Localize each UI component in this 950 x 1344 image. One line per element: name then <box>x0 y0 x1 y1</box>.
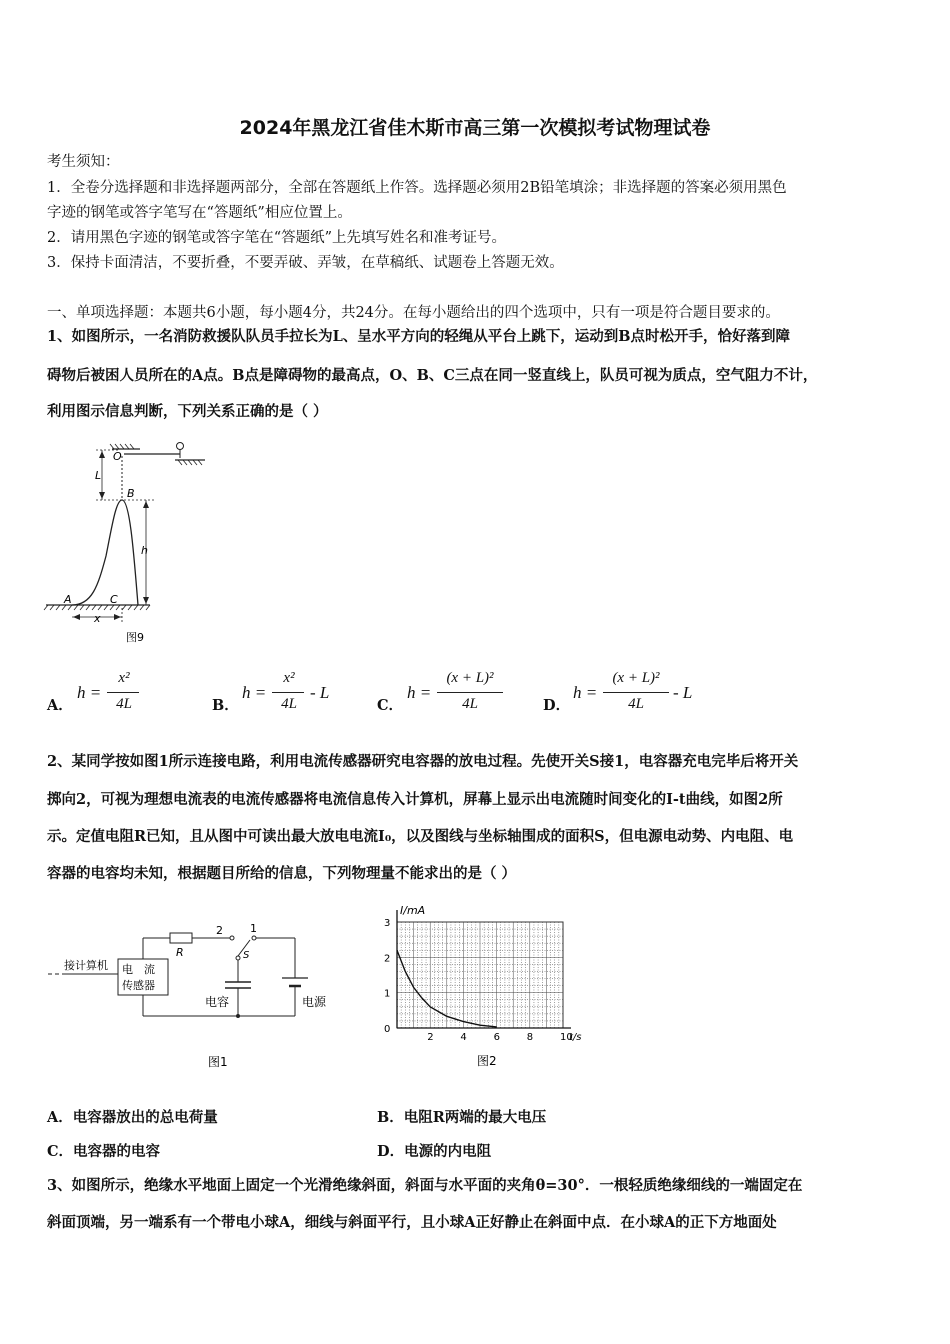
question-3-line: 斜面顶端，另一端系有一个带电小球A，细线与斜面平行，且小球A正好静止在斜面中点．在小球A的正下方地面处 <box>47 1214 777 1231</box>
notice-line: 1．全卷分选择题和非选择题两部分，全部在答题纸上作答。选择题必须用2B铅笔填涂；非选择题的答案必须用黑色 <box>47 180 787 196</box>
page-title: 2024年黑龙江省佳木斯市高三第一次模拟考试物理试卷 <box>239 117 711 139</box>
notice-heading: 考生须知： <box>47 154 120 170</box>
y-tick-label: 0 <box>384 1024 391 1035</box>
question-1-line: 1、如图所示，一名消防救援队队员手拉长为L、呈水平方向的轻绳从平台上跳下，运动到B点时松开手，恰好落到障 <box>47 328 791 345</box>
question-2-line: 容器的电容均未知，根据题目所给的信息，下列物理量不能求出的是（ ） <box>47 865 517 882</box>
contact-1-label: 1 <box>250 922 257 935</box>
sensor-label-2: 传感器 <box>122 979 155 992</box>
x-tick-label: 6 <box>493 1032 500 1043</box>
circuit-figure <box>40 918 345 1073</box>
question-3-line: 3、如图所示，绝缘水平地面上固定一个光滑绝缘斜面，斜面与水平面的夹角θ=30°．一根轻质绝缘细线的一端固定在 <box>47 1177 803 1194</box>
notice-line: 3．保持卡面清洁，不要折叠，不要弄破、弄皱，在草稿纸、试题卷上答题无效。 <box>47 255 564 271</box>
question-2-line: 示。定值电阻R已知，且从图中可读出最大放电电流I₀，以及图线与坐标轴围成的面积S，但电源电动势、内电阻、电 <box>47 828 794 845</box>
resistor-label: R <box>176 946 184 959</box>
question-1-figure <box>40 436 220 651</box>
figure-caption: 图9 <box>126 631 144 644</box>
y-axis-label: I/mA <box>400 904 426 917</box>
question-2-line: 2、某同学按如图1所示连接电路，利用电流传感器研究电容器的放电过程。先使开关S接1，电容器充电完毕后将开关 <box>47 753 799 770</box>
x-tick-label: 2 <box>427 1032 434 1043</box>
chart-plot-area <box>384 904 582 1043</box>
figure-2-caption: 图2 <box>477 1054 497 1068</box>
x-tick-label: 10 <box>560 1032 573 1043</box>
x-tick-label: 8 <box>526 1032 534 1043</box>
figure-1-caption: 图1 <box>208 1055 228 1069</box>
x-axis-label: t/s <box>569 1032 582 1043</box>
section-heading: 一、单项选择题：本题共6小题，每小题4分，共24分。在每小题给出的四个选项中，只有一项是符合题目要求的。 <box>47 305 780 321</box>
notice-line: 2．请用黑色字迹的钢笔或答字笔在“答题纸”上先填写姓名和准考证号。 <box>47 230 507 246</box>
q2-option-d[interactable]: D．电源的内电阻 <box>377 1143 492 1160</box>
computer-label: 接计算机 <box>64 959 108 972</box>
q2-option-b[interactable]: B．电阻R两端的最大电压 <box>377 1109 547 1126</box>
label-b: B <box>127 487 135 500</box>
q2-option-c[interactable]: C．电容器的电容 <box>47 1143 161 1160</box>
source-label: 电源 <box>302 995 327 1009</box>
q2-option-a[interactable]: A．电容器放出的总电荷量 <box>47 1109 218 1126</box>
label-c: C <box>110 593 118 606</box>
capacitor-label: 电容 <box>205 995 230 1009</box>
sensor-label-1: 电 流 <box>122 963 155 976</box>
label-h: h <box>141 544 148 557</box>
label-l: L <box>95 469 102 482</box>
label-o: O <box>113 450 122 463</box>
y-tick-label: 1 <box>384 988 391 1000</box>
it-chart <box>375 900 582 1075</box>
question-1-line: 利用图示信息判断，下列关系正确的是（ ） <box>47 403 328 420</box>
y-tick-label: 2 <box>384 953 391 965</box>
switch-label: S <box>243 950 250 961</box>
x-tick-label: 4 <box>460 1032 467 1043</box>
question-2-line: 掷向2，可视为理想电流表的电流传感器将电流信息传入计算机，屏幕上显示出电流随时间变化的I-t曲线，如图2所 <box>47 791 783 808</box>
notice-line: 字迹的钢笔或答字笔写在“答题纸”相应位置上。 <box>47 205 352 221</box>
y-tick-label: 3 <box>384 918 391 929</box>
label-a: A <box>64 593 72 606</box>
question-1-line: 碍物后被困人员所在的A点。B点是障碍物的最高点，O、B、C三点在同一竖直线上，队员可视为质点，空气阻力不计， <box>47 367 818 384</box>
label-x: x <box>94 612 101 625</box>
contact-2-label: 2 <box>216 924 223 937</box>
